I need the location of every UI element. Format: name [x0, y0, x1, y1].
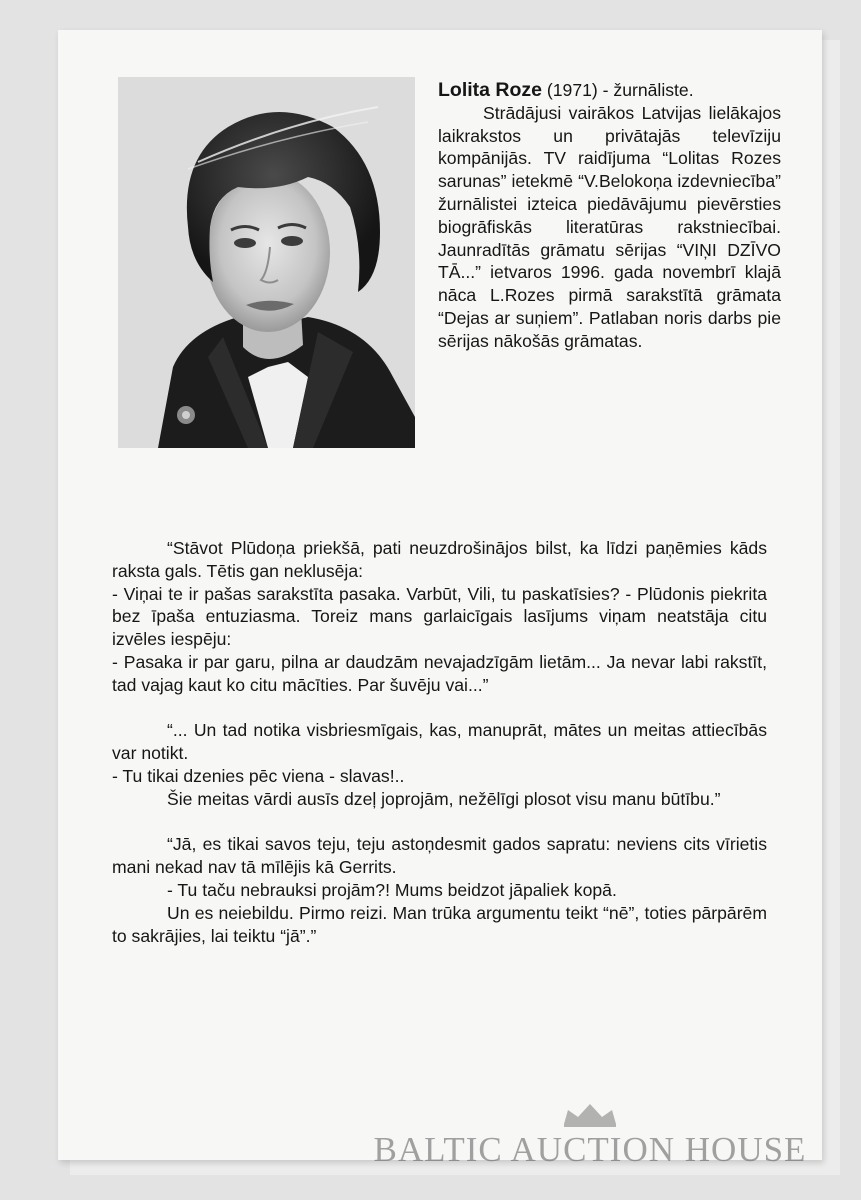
author-bio	[438, 79, 781, 353]
book-excerpts	[112, 537, 767, 970]
excerpt-3-lead: “Jā, es tikai savos teju, teju astoņdesmit gados sapratu: neviens cits vīrietis mani nekad nav tā mīlējis kā Gerrits.	[112, 834, 767, 878]
excerpt-1-lead: “Stāvot Plūdoņa priekšā, pati neuzdrošinājos bilst, ka līdzi paņēmies kāds raksta gals. Tētis gan neklusēja:	[112, 538, 767, 581]
excerpt-3-line-2: Un es neiebildu. Pirmo reizi. Man trūka argumentu teikt “nē”, toties pārpārēm to sakrājies, lai teiktu “jā”.”	[112, 902, 767, 946]
excerpt-2-lead: “... Un tad notika visbriesmīgais, kas, manuprāt, mātes un meitas attiecībās var notikt.	[112, 720, 767, 764]
author-heading	[438, 79, 781, 102]
watermark-text: BALTIC AUCTION HOUSE	[373, 1130, 807, 1169]
excerpt-3	[112, 833, 767, 947]
excerpt-1-line-1: - Viņai te ir pašas sarakstīta pasaka. Varbūt, Vili, tu paskatīsies? - Plūdonis piekrita bez īpaša entuziasma. Toreiz mans garlaicīgais lasījums viņam neatstāja citu izvēles iespēju:	[112, 583, 767, 650]
excerpt-3-line-1: - Tu taču nebrauksi projām?! Mums beidzot jāpaliek kopā.	[167, 879, 617, 900]
author-bio-text: Strādājusi vairākos Latvijas lielākajos laikrakstos un privātajās televīziju kompānijās. TV raidījuma “Lolitas Rozes sarunas” ietekmē “V.Belokoņa izdevniecība” žurnālistei izteica piedāvājumu pievērsties biogrāfiskās literatūras rakstniecībai. Jaunradītās grāmatu sērijas “VIŅI DZĪVO TĀ...” ietvaros 1996. gada novembrī klajā nāca L.Rozes pirmā sarakstītā grāmata “Dejas ar suņiem”. Patlaban noris darbs pie sērijas nākošās grāmatas.	[438, 102, 781, 351]
excerpt-1-line-2: - Pasaka ir par garu, pilna ar daudzām nevajadzīgām lietām... Ja nevar labi rakstīt, tad vajag kaut ko citu mācīties. Par šuvēju vai...”	[112, 651, 767, 695]
crown-icon	[560, 1102, 620, 1128]
watermark-logo	[350, 1102, 830, 1182]
author-photo	[118, 77, 415, 448]
excerpt-2	[112, 719, 767, 810]
excerpt-1	[112, 537, 767, 697]
author-name: Lolita Roze	[438, 79, 543, 101]
excerpt-2-line-2: Šie meitas vārdi ausīs dzeļ joprojām, nežēlīgi plosot visu manu būtību.”	[167, 788, 721, 809]
author-years-role: (1971) - žurnāliste.	[542, 80, 694, 100]
excerpt-2-line-1: - Tu tikai dzenies pēc viena - slavas!..	[112, 765, 405, 786]
